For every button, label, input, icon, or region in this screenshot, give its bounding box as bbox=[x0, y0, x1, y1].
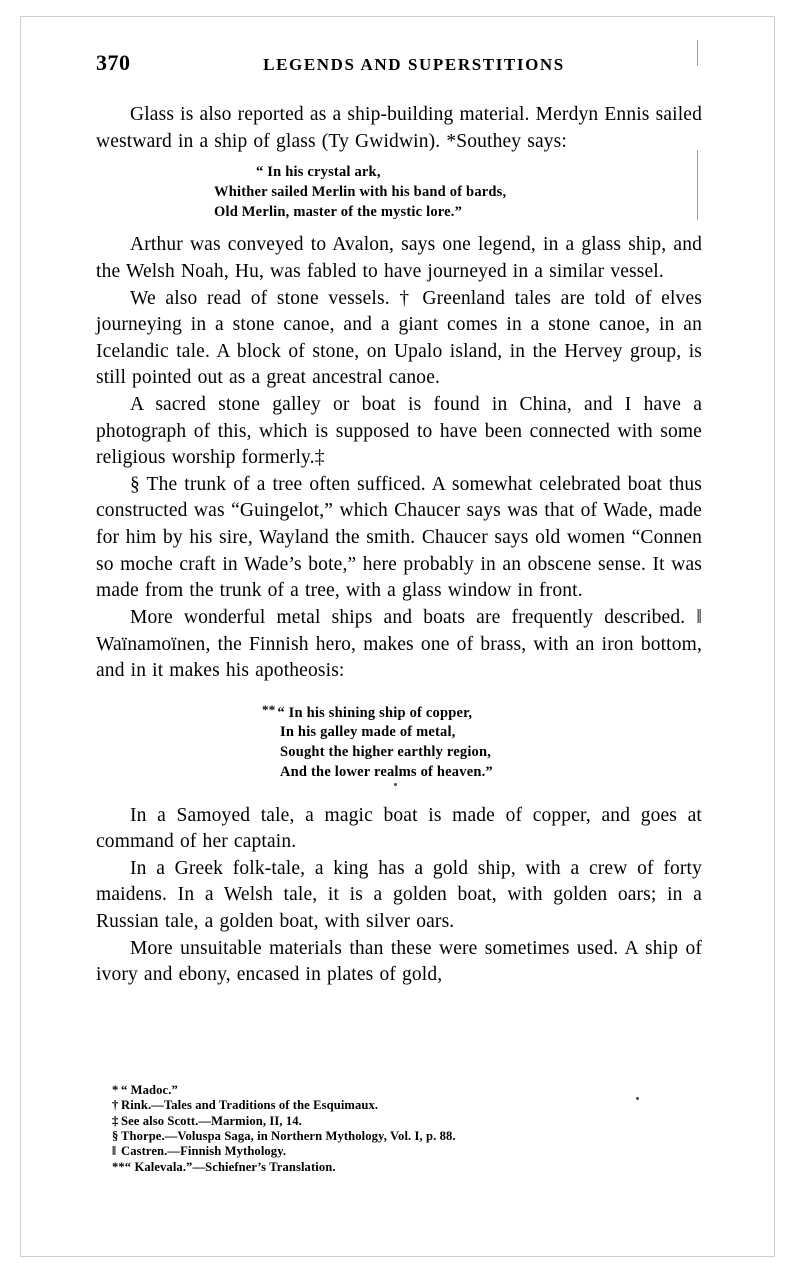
footnote-item bbox=[112, 1114, 692, 1129]
paragraph-3: We also read of stone vessels. † Greenland tales are told of elves journeying in a stone canoe, and a giant comes in a stone canoe, in an Icelandic tale. A block of stone, on Upalo island, in the Hervey group, is still pointed out as a great ancestral canoe. bbox=[96, 287, 702, 389]
verse-block-1 bbox=[96, 163, 702, 222]
footnote-marker: § bbox=[112, 1129, 119, 1144]
footnote-item bbox=[112, 1129, 692, 1144]
paragraph-6: More wonderful metal ships and boats are frequently described. ‖ Waïnamoïnen, the Finnish hero, makes one of brass, with an iron bottom, and in it makes his apotheosis: bbox=[96, 606, 702, 682]
paragraph-4: A sacred stone galley or boat is found in China, and I have a photograph of this, which is supposed to have been connected with some religious worship formerly.‡ bbox=[96, 394, 702, 469]
verse-line: Whither sailed Merlin with his band of bards, bbox=[214, 183, 507, 200]
footnote-marker: † bbox=[112, 1098, 119, 1113]
verse-line: “ In his crystal ark, bbox=[256, 164, 381, 181]
body-text bbox=[96, 102, 702, 989]
paragraph-2: Arthur was conveyed to Avalon, says one legend, in a glass ship, and the Welsh Noah, Hu, was fabled to have journeyed in a similar vessel. bbox=[96, 234, 702, 282]
footnote-marker: ‖ bbox=[112, 1144, 117, 1159]
paragraph-8: In a Greek folk-tale, a king has a gold ship, with a crew of forty maidens. In a Welsh tale, it is a golden boat, with golden oars; in a Russian tale, a golden boat, with silver oars. bbox=[96, 857, 702, 933]
running-head bbox=[96, 50, 702, 76]
footnote-text: See also Scott.—Marmion, II, 14. bbox=[121, 1113, 302, 1128]
footnote-text: Rink.—Tales and Traditions of the Esquimaux. bbox=[121, 1098, 379, 1113]
verse-line-text: “ In his shining ship of copper, bbox=[277, 704, 473, 721]
footnote-marker-kalevala: ** bbox=[262, 701, 276, 717]
paragraph-7: In a Samoyed tale, a magic boat is made of copper, and goes at command of her captain. bbox=[96, 804, 702, 853]
footnote-text: “ Madoc.” bbox=[121, 1083, 178, 1097]
footnote-item bbox=[112, 1144, 692, 1159]
footnote-text: “ Kalevala.”—Schiefner’s Translation. bbox=[124, 1159, 336, 1174]
paragraph-1: Glass is also reported as a ship-building material. Merdyn Ennis sailed westward in a ship of glass (Ty Gwidwin). *Southey says: bbox=[96, 104, 702, 152]
footnote-item bbox=[112, 1160, 692, 1175]
footnote-item bbox=[112, 1098, 692, 1113]
verse-block-2 bbox=[96, 701, 702, 783]
footnote-text: Thorpe.—Voluspa Saga, in Northern Mythology, Vol. I, p. 88. bbox=[121, 1129, 456, 1144]
footnote-text: Castren.—Finnish Mythology. bbox=[121, 1144, 287, 1159]
verse-line-first bbox=[262, 701, 702, 724]
footnote-marker: ** bbox=[112, 1159, 125, 1174]
verse-line: And the lower realms of heaven.” bbox=[280, 763, 493, 780]
footnote-marker: ‡ bbox=[112, 1113, 119, 1128]
paragraph-9: More unsuitable materials than these were sometimes used. A ship of ivory and ebony, encased in plates of gold, bbox=[96, 937, 702, 986]
paragraph-5: § The trunk of a tree often sufficed. A somewhat celebrated boat thus constructed was “Guingelot,” which Chaucer says was that of Wade, made for him by his sire, Wayland the smith. Chaucer says old women “Connen so moche craft in Wade’s bote,” here probably in an obscene sense. It was made from the trunk of a tree, with a glass window in front. bbox=[96, 473, 702, 602]
verse-line: Sought the higher earthly region, bbox=[280, 744, 492, 761]
page-title: LEGENDS AND SUPERSTITIONS bbox=[263, 55, 565, 74]
footnote-marker: * bbox=[112, 1083, 119, 1097]
page-number: 370 bbox=[96, 50, 131, 75]
footnote-list bbox=[112, 1083, 692, 1175]
page-content bbox=[96, 50, 702, 989]
verse-line: In his galley made of metal, bbox=[280, 724, 456, 741]
verse-line: Old Merlin, master of the mystic lore.” bbox=[214, 203, 463, 220]
footnote-item bbox=[112, 1083, 692, 1098]
